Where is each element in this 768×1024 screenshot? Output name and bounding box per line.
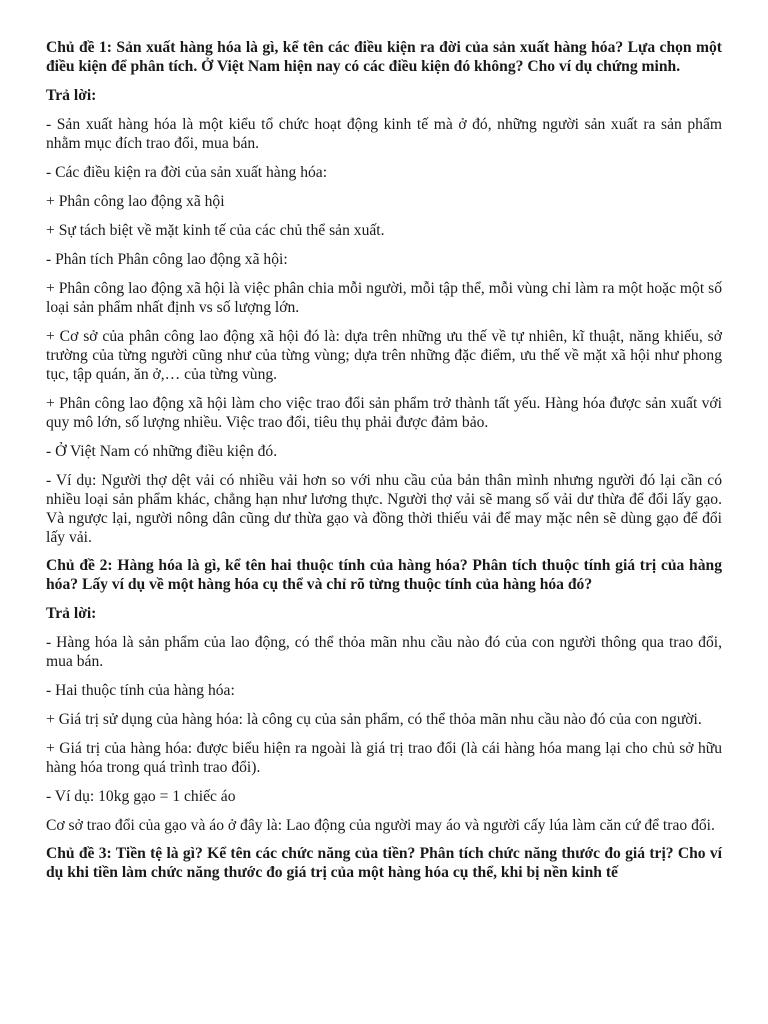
section-2-paragraph: + Giá trị của hàng hóa: được biểu hiện ra ngoài là giá trị trao đổi (là cái hàng hóa mang lại cho chủ sở hữu hàng hóa trong quá trình trao đổi). <box>46 740 722 776</box>
section-3 <box>46 844 722 882</box>
section-3-title: Chủ đề 3: Tiền tệ là gì? Kể tên các chức năng của tiền? Phân tích chức năng thước đo giá trị? Cho ví dụ khi tiền làm chức năng thước đo giá trị của một hàng hóa cụ thể, khi bị nền kinh tế <box>46 845 722 881</box>
section-2-title: Chủ đề 2: Hàng hóa là gì, kể tên hai thuộc tính của hàng hóa? Phân tích thuộc tính giá trị của hàng hóa? Lấy ví dụ về một hàng hóa cụ thể và chỉ rõ từng thuộc tính của hàng hóa đó? <box>46 557 722 593</box>
section-2-paragraph: - Hai thuộc tính của hàng hóa: <box>46 682 235 699</box>
section-1-paragraph: - Các điều kiện ra đời của sản xuất hàng hóa: <box>46 164 328 181</box>
section-1-paragraph: - Sản xuất hàng hóa là một kiểu tổ chức hoạt động kinh tế mà ở đó, những người sản xuất ra sản phẩm nhằm mục đích trao đổi, mua bán. <box>46 116 722 152</box>
section-1-paragraph: + Sự tách biệt về mặt kinh tế của các chủ thể sản xuất. <box>46 222 385 239</box>
section-1-paragraph: + Phân công lao động xã hội là việc phân chia mỗi người, mỗi tập thể, mỗi vùng chỉ làm ra một hoặc một số loại sản phẩm nhất định vs số lượng lớn. <box>46 280 722 316</box>
section-1-title: Chủ đề 1: Sản xuất hàng hóa là gì, kể tên các điều kiện ra đời của sản xuất hàng hóa? Lựa chọn một điều kiện để phân tích. Ở Việt Nam hiện nay có các điều kiện đó không? Cho ví dụ chứng minh. <box>46 39 722 75</box>
section-2-paragraph: + Giá trị sử dụng của hàng hóa: là công cụ của sản phẩm, có thể thỏa mãn nhu cầu nào đó của con người. <box>46 711 702 728</box>
section-1 <box>46 38 722 547</box>
section-1-paragraph: + Cơ sở của phân công lao động xã hội đó là: dựa trên những ưu thế về tự nhiên, kĩ thuật, năng khiếu, sở trường của từng người cũng như của từng vùng; dựa trên những đặc điểm, ưu thế về mặt xã hội như phong tục, tập quán, ăn ở,… của từng vùng. <box>46 328 722 383</box>
section-1-paragraph: - Ví dụ: Người thợ dệt vải có nhiều vải hơn so với nhu cầu của bản thân mình nhưng người đó lại cần có nhiều loại sản phẩm khác, chẳng hạn như lương thực. Người thợ vải sẽ mang số vải dư thừa để đổi lấy gạo. Và ngược lại, người nông dân cũng dư thừa gạo và đồng thời thiếu vải để may mặc nên sẽ dùng gạo để đổi lấy vải. <box>46 472 722 546</box>
section-1-answer-label: Trả lời: <box>46 87 97 104</box>
section-1-paragraph: - Phân tích Phân công lao động xã hội: <box>46 251 288 268</box>
section-2 <box>46 556 722 835</box>
section-1-paragraph: + Phân công lao động xã hội làm cho việc trao đổi sản phẩm trở thành tất yếu. Hàng hóa được sản xuất với quy mô lớn, số lượng nhiều. Việc trao đổi, tiêu thụ phải được đảm bảo. <box>46 395 722 431</box>
section-2-answer-label: Trả lời: <box>46 605 97 622</box>
section-1-paragraph: - Ở Việt Nam có những điều kiện đó. <box>46 443 278 460</box>
section-2-paragraph: - Hàng hóa là sản phẩm của lao động, có thể thỏa mãn nhu cầu nào đó của con người thông qua trao đổi, mua bán. <box>46 634 722 670</box>
section-1-paragraph: + Phân công lao động xã hội <box>46 193 225 210</box>
section-2-paragraph: - Ví dụ: 10kg gạo = 1 chiếc áo <box>46 788 236 805</box>
section-2-paragraph: Cơ sở trao đổi của gạo và áo ở đây là: Lao động của người may áo và người cấy lúa làm căn cứ để trao đổi. <box>46 817 715 834</box>
